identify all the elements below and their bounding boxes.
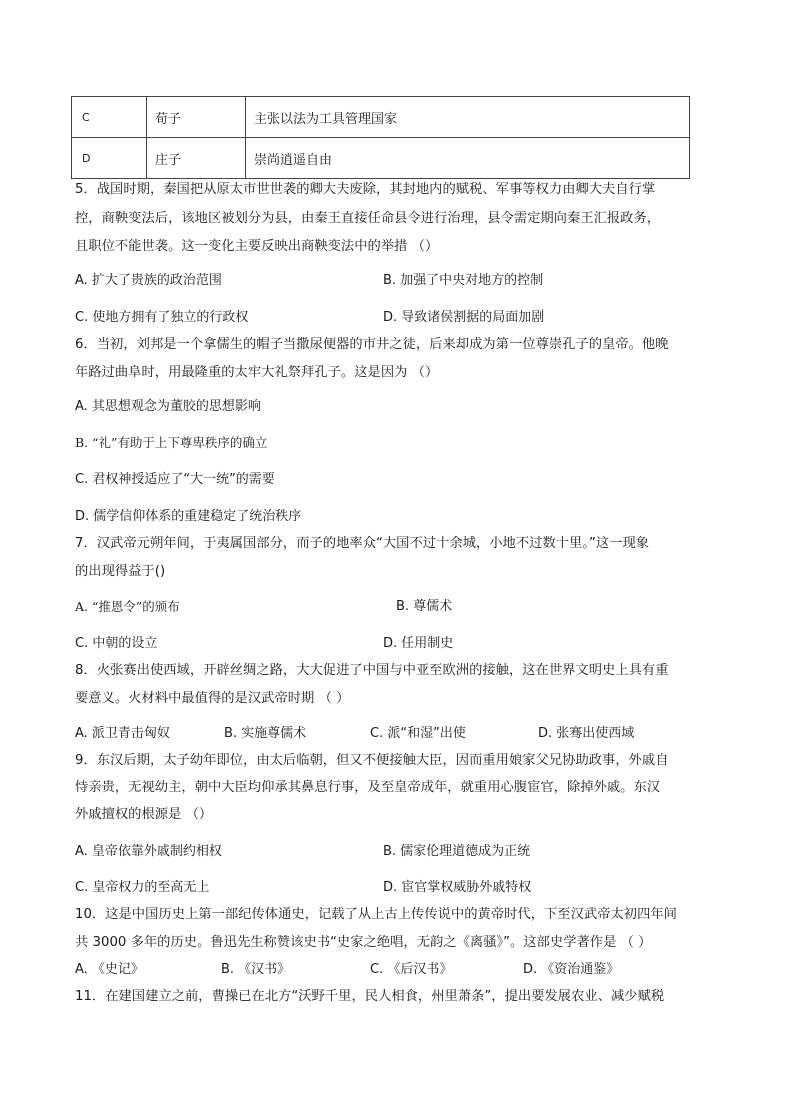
q7-stem-line: 7．汉武帝元朔年间，于夷属国部分，而子的地率众“大国不过十余城，小地不过数十里。”这一现象 — [75, 536, 650, 551]
q8-stem-line: 8．火张赛出使西域，开辟丝绸之路，大大促进了中国与中亚至欧洲的接触，这在世界文明史上具有重 — [75, 663, 669, 678]
q6-option-b: B. “礼”有助于上下尊卑秩序的确立 — [75, 435, 268, 450]
q9-option-b: B. 儒家伦理道德成为正统 — [383, 844, 531, 859]
q10-option-b: B. 《汉书》 — [221, 962, 291, 977]
table-cell-name: 荀子 — [147, 97, 246, 138]
q5-stem-line: 且职位不能世袭。这一变化主要反映出商鞅变法中的举措 （） — [75, 239, 439, 254]
q9-option-a: A. 皇帝依靠外戚制约相权 — [75, 844, 222, 859]
q8-option-a: A. 派卫青击匈奴 — [75, 726, 170, 741]
q5-option-c: C. 使地方拥有了独立的行政权 — [75, 310, 249, 325]
q5-option-b: B. 加强了中央对地方的控制 — [383, 273, 544, 288]
table-cell-name: 庄子 — [147, 138, 246, 179]
q5-stem-line: 控，商鞅变法后，该地区被划分为县，由秦王直接任命县令进行治理，县令需定期向秦王汇报政务， — [75, 211, 661, 226]
answer-options-table — [71, 96, 690, 179]
q11-stem-line: 11．在建国建立之前，曹操已在北方“沃野千里，民人相食，州里萧条”，提出要发展农业、减少赋税 — [75, 989, 665, 1004]
q7-option-c: C. 中朝的设立 — [75, 636, 158, 651]
q9-stem-line: 9．东汉后期，太子幼年即位，由太后临朝，但又不便接触大臣，因而重用娘家父兄协助政事，外戚自 — [75, 753, 669, 768]
q7-option-a: A. “推恩令”的颁布 — [75, 599, 180, 614]
q5-option-a: A. 扩大了贵族的政治范围 — [75, 273, 222, 288]
table-row — [72, 138, 690, 179]
q9-stem-line: 外戚擅权的根源是 （） — [75, 807, 213, 822]
q9-option-c: C. 皇帝权力的至高无上 — [75, 880, 210, 895]
q9-stem-line: 恃亲贵，无视幼主，朝中大臣均仰承其鼻息行事，及至皇帝成年，就重用心腹宦官，除掉外戚。东汉 — [75, 780, 661, 795]
q8-option-c: C. 派“和湿”出使 — [370, 726, 466, 741]
q9-option-d: D. 宦官掌权威胁外戚特权 — [383, 880, 532, 895]
q6-option-a: A. 其思想观念为董胶的思想影响 — [75, 399, 261, 414]
table-cell-letter: D — [72, 138, 147, 179]
q8-stem-line: 要意义。火材料中最值得的是汉武帝时期 （ ） — [75, 691, 350, 706]
q10-option-c: C. 《后汉书》 — [370, 962, 453, 977]
q6-option-d: D. 儒学信仰体系的重建稳定了统治秩序 — [75, 509, 302, 524]
table-row — [72, 97, 690, 138]
q10-stem-line: 10．这是中国历史上第一部纪传体通史，记载了从上古上传传说中的黄帝时代，下至汉武帝太初四年间 — [75, 907, 677, 922]
q7-option-d: D. 任用制史 — [383, 636, 454, 651]
table-cell-letter: C — [72, 97, 147, 138]
q7-option-b: B. 尊儒术 — [396, 599, 453, 614]
q10-option-d: D. 《资治通鉴》 — [523, 962, 620, 977]
q10-stem-line: 共 3000 多年的历史。鲁迅先生称赞该史书“史家之绝唱，无韵之《离骚》”。这部史学著作是 （ ） — [75, 935, 652, 950]
q8-option-b: B. 实施尊儒术 — [224, 726, 307, 741]
q6-stem-line: 年路过曲阜时，用最隆重的太牢大礼祭拜孔子。这是因为 （） — [75, 365, 439, 380]
q10-option-a: A. 《史记》 — [75, 962, 144, 977]
table-cell-desc: 主张以法为工具管理国家 — [246, 97, 690, 138]
q6-option-c: C. 君权神授适应了“大一统”的需要 — [75, 472, 275, 487]
q5-option-d: D. 导致诸侯割据的局面加剧 — [383, 310, 545, 325]
q8-option-d: D. 张骞出使西域 — [538, 726, 635, 741]
q7-stem-line: 的出现得益于() — [75, 564, 166, 579]
q6-stem-line: 6．当初，刘邦是一个拿儒生的帽子当撒尿便器的市井之徒，后来却成为第一位尊崇孔子的皇帝。他晚 — [75, 337, 669, 352]
table-cell-desc: 崇尚逍遥自由 — [246, 138, 690, 179]
q5-stem-line: 5．战国时期，秦国把从原太市世世袭的卿大夫废除，其封地内的赋税、军事等权力由卿大夫自行掌 — [75, 182, 656, 197]
